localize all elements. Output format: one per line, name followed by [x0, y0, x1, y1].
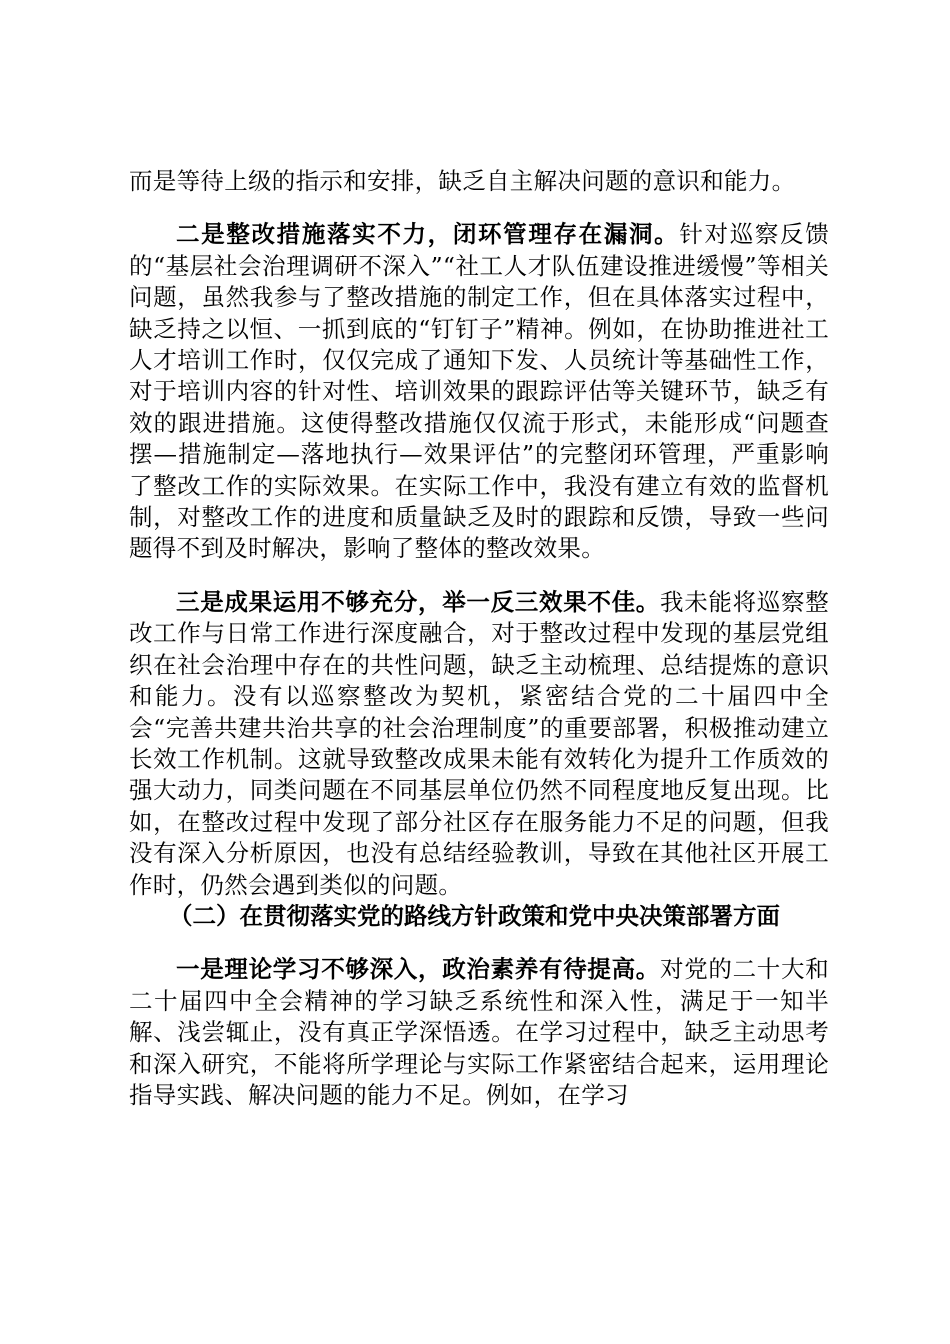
section-title: （二）在贯彻落实党的路线方针政策和党中央决策部署方面	[169, 901, 780, 930]
paragraph-text: 对党的二十大和二十届四中全会精神的学习缺乏系统性和深入性，满足于一知半解、浅尝辄止，没有真正学深悟透。在学习过程中，缺乏主动思考和深入研究，不能将所学理论与实际工作紧密结合起来，运用理论指导实践、解决问题的能力不足。例如，在学习	[129, 955, 829, 1109]
paragraph-text: 针对巡察反馈的“基层社会治理调研不深入”“社工人才队伍建设推进缓慢”等相关问题，虽然我参与了整改措施的制定工作，但在具体落实过程中，缺乏持之以恒、一抓到底的“钉钉子”精神。例如，在协助推进社工人才培训工作时，仅仅完成了通知下发、人员统计等基础性工作，对于培训内容的针对性、培训效果的跟踪评估等关键环节，缺乏有效的跟进措施。这使得整改措施仅仅流于形式，未能形成“问题查摆—措施制定—落地执行—效果评估”的完整闭环管理，严重影响了整改工作的实际效果。在实际工作中，我没有建立有效的监督机制，对整改工作的进度和质量缺乏及时的跟踪和反馈，导致一些问题得不到及时解决，影响了整体的整改效果。	[129, 220, 829, 563]
paragraph-rectification-measures	[129, 219, 829, 564]
paragraph-heading: 三是成果运用不够充分，举一反三效果不佳。	[176, 587, 660, 616]
paragraph-text: 而是等待上级的指示和安排，缺乏自主解决问题的意识和能力。	[129, 167, 796, 195]
paragraph-continuation	[129, 166, 829, 197]
document-page	[129, 166, 829, 1111]
paragraph-heading: 二是整改措施落实不力，闭环管理存在漏洞。	[176, 220, 680, 249]
paragraph-results-application	[129, 587, 829, 901]
paragraph-text: 我未能将巡察整改工作与日常工作进行深度融合，对于整改过程中发现的基层党组织在社会治理中存在的共性问题，缺乏主动梳理、总结提炼的意识和能力。没有以巡察整改为契机，紧密结合党的二十届四中全会“完善共建共治共享的社会治理制度”的重要部署，积极推动建立长效工作机制。这就导致整改成果未能有效转化为提升工作质效的强大动力，同类问题在不同基层单位仍然不同程度地反复出现。比如，在整改过程中发现了部分社区存在服务能力不足的问题，但我没有深入分析原因，也没有总结经验教训，导致在其他社区开展工作时，仍然会遇到类似的问题。	[129, 587, 829, 899]
paragraph-heading: 一是理论学习不够深入，政治素养有待提高。	[176, 955, 660, 984]
paragraph-theory-study	[129, 954, 829, 1111]
